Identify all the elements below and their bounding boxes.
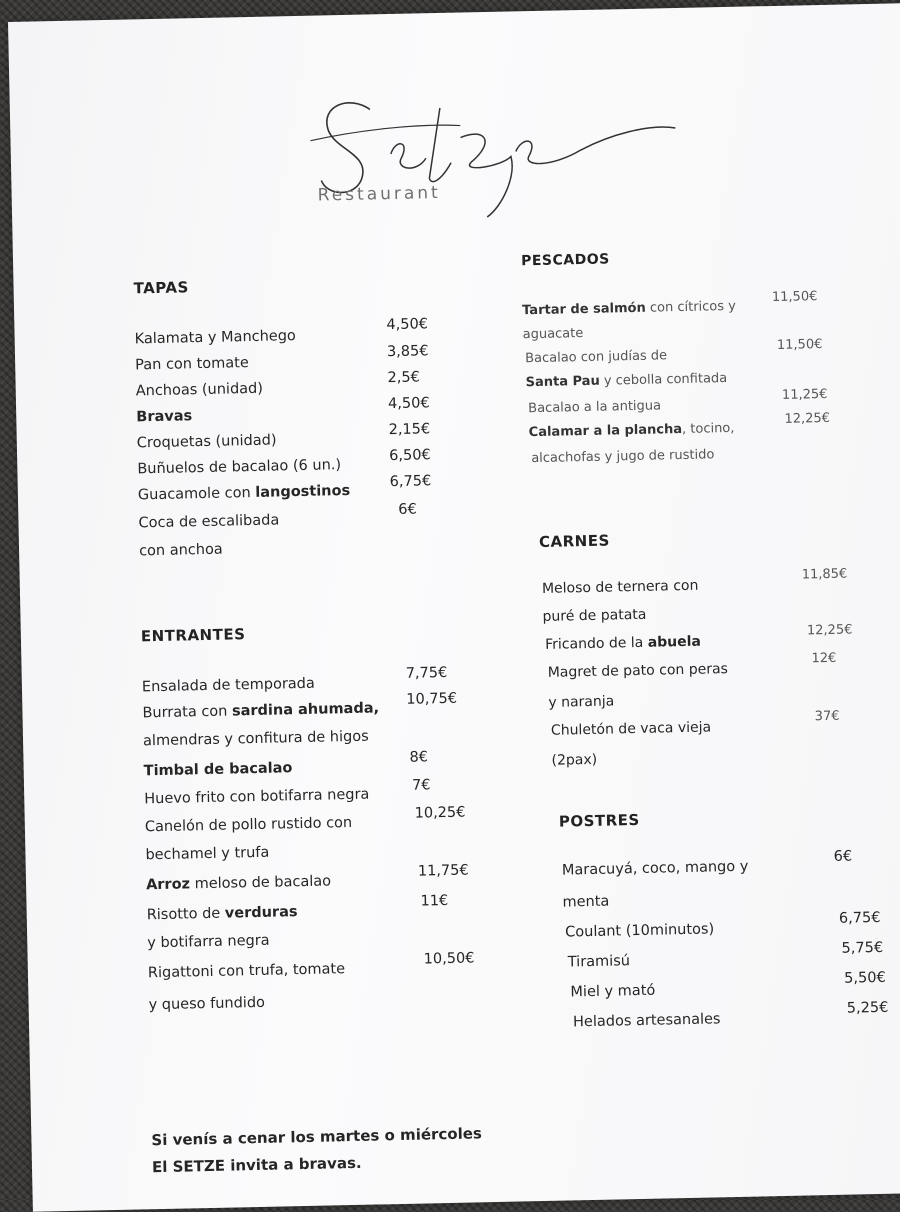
menu-item-name-bold: langostinos: [255, 482, 351, 501]
menu-item-name: [138, 483, 351, 503]
menu-item-name: [146, 873, 331, 893]
menu-item-name-bold: sardina ahumada,: [231, 700, 380, 720]
menu-item-name: Miel y mató: [570, 982, 656, 1001]
menu-item-name: Kalamata y Manchego: [134, 328, 296, 348]
entrantes-heading: ENTRANTES: [140, 625, 246, 646]
menu-item-price: 6€: [833, 848, 853, 865]
menu-item-name: Bacalao a la antigua: [528, 398, 662, 417]
menu-item-price: 2,5€: [387, 369, 420, 387]
setze-script-logo: [299, 63, 692, 231]
menu-item-price: 6,50€: [389, 447, 431, 465]
menu-item-price: 11,25€: [781, 386, 828, 403]
menu-item-name-bold: Santa Pau: [525, 373, 600, 391]
menu-item-name: Meloso de ternera con: [541, 577, 699, 597]
menu-item-name-bold: Calamar a la plancha: [528, 421, 683, 441]
menu-item-name-part: Guacamole con: [137, 484, 256, 504]
menu-item-price: 11,50€: [771, 289, 818, 306]
menu-item-name: Chuletón de vaca vieja: [550, 719, 712, 739]
menu-item-price: 8€: [409, 749, 429, 766]
promo-footer: [151, 1120, 483, 1181]
menu-item-price: 11,75€: [417, 862, 469, 880]
menu-item-price: 6,75€: [389, 473, 432, 491]
menu-item-price: 12€: [811, 650, 837, 667]
menu-item-price: 7€: [411, 777, 431, 794]
menu-item-name-part: Risotto de: [146, 905, 226, 924]
menu-item-name: y botifarra negra: [147, 932, 270, 952]
menu-item-name-bold: Arroz: [145, 876, 191, 894]
menu-item-name: [142, 700, 379, 721]
setze-logo: [299, 63, 692, 231]
menu-item-name: Rigattoni con trufa, tomate: [147, 961, 346, 982]
menu-item-name: Maracuyá, coco, mango y: [561, 858, 749, 879]
menu-item-name: Croquetas (unidad): [136, 432, 277, 452]
menu-item-name: bechamel y trufa: [145, 844, 270, 864]
menu-item-name: Coca de escalibada: [138, 512, 280, 532]
menu-item-name-part: Fricando de la: [544, 634, 648, 653]
menu-item-price: 4,50€: [387, 395, 430, 413]
menu-item-name-part: , tocino,: [681, 420, 735, 437]
menu-item-price: 12,25€: [784, 410, 831, 427]
menu-item-name: [529, 421, 735, 440]
menu-item-name: [545, 634, 701, 653]
menu-item-price: 11,85€: [801, 566, 848, 583]
menu-item-name-part: meloso de bacalao: [189, 873, 332, 893]
menu-item-name: Buñuelos de bacalao (6 un.): [137, 457, 342, 478]
menu-sheet: [8, 3, 900, 1212]
menu-item-name: Bacalao con judías de: [525, 348, 668, 367]
postres-heading: POSTRES: [558, 810, 640, 831]
menu-item-name: Ensalada de temporada: [141, 675, 315, 696]
menu-item-name-part: con cítricos y: [645, 298, 737, 316]
promo-line-2: El SETZE invita a bravas.: [151, 1153, 362, 1177]
menu-item-name: Helados artesanales: [572, 1011, 721, 1031]
menu-item-name: Canelón de pollo rustido con: [144, 814, 353, 836]
menu-item-name-bold: verduras: [224, 904, 298, 922]
menu-item-price: 37€: [814, 708, 840, 725]
menu-item-name: Anchoas (unidad): [135, 380, 264, 400]
menu-item-price: 10,75€: [406, 690, 458, 708]
menu-item-name-bold: Tartar de salmón: [522, 300, 646, 319]
menu-item-price: 10,50€: [423, 950, 475, 968]
menu-item-name: y naranja: [548, 693, 615, 711]
promo-line-1: Si venís a cenar los martes o miércoles: [151, 1124, 483, 1150]
menu-item-price: 6,75€: [838, 909, 881, 927]
menu-item-price: 5,50€: [844, 969, 886, 987]
menu-item-name: [522, 299, 736, 318]
menu-item-name-bold: abuela: [647, 633, 702, 651]
menu-item-name-part: y cebolla confitada: [599, 371, 728, 389]
menu-item-name: [147, 904, 298, 923]
menu-item-price: 11€: [420, 892, 449, 910]
menu-item-name-part: Burrata con: [142, 703, 233, 722]
menu-item-name: alcachofas y jugo de rustido: [531, 447, 715, 467]
menu-item-price: 11,50€: [776, 337, 823, 353]
menu-item-price: 3,85€: [386, 343, 429, 361]
menu-item-name: Pan con tomate: [135, 355, 249, 374]
menu-item-name: menta: [562, 893, 610, 911]
menu-item-price: 5,25€: [846, 999, 889, 1017]
menu-item-name: puré de patata: [542, 606, 647, 625]
menu-item-name: Bravas: [136, 408, 193, 426]
menu-item-name: aguacate: [522, 326, 584, 343]
pescados-heading: PESCADOS: [520, 251, 610, 270]
menu-item-name: con anchoa: [138, 541, 223, 560]
menu-item-price: 4,50€: [386, 316, 429, 334]
tapas-heading: TAPAS: [133, 278, 190, 298]
carnes-heading: CARNES: [538, 531, 610, 551]
menu-item-name: Huevo frito con botifarra negra: [144, 786, 370, 808]
menu-item-name: y queso fundido: [148, 994, 266, 1014]
menu-item-price: 12,25€: [806, 622, 853, 639]
restaurant-subtitle: Restaurant: [317, 182, 441, 206]
menu-item-price: 10,25€: [414, 804, 466, 822]
menu-item-name: (2pax): [551, 751, 598, 769]
menu-item-name: Coulant (10minutos): [565, 921, 715, 941]
menu-item-price: 7,75€: [405, 664, 448, 682]
menu-item-price: 6€: [398, 501, 417, 518]
menu-item-name: almendras y confitura de higos: [142, 728, 369, 750]
menu-item-name: Tiramisú: [567, 953, 631, 971]
menu-item-name: [526, 371, 728, 390]
menu-item-name: Timbal de bacalao: [143, 760, 293, 780]
menu-item-price: 5,75€: [841, 939, 884, 957]
menu-item-name: Magret de pato con peras: [547, 661, 729, 681]
menu-item-price: 2,15€: [388, 421, 431, 439]
